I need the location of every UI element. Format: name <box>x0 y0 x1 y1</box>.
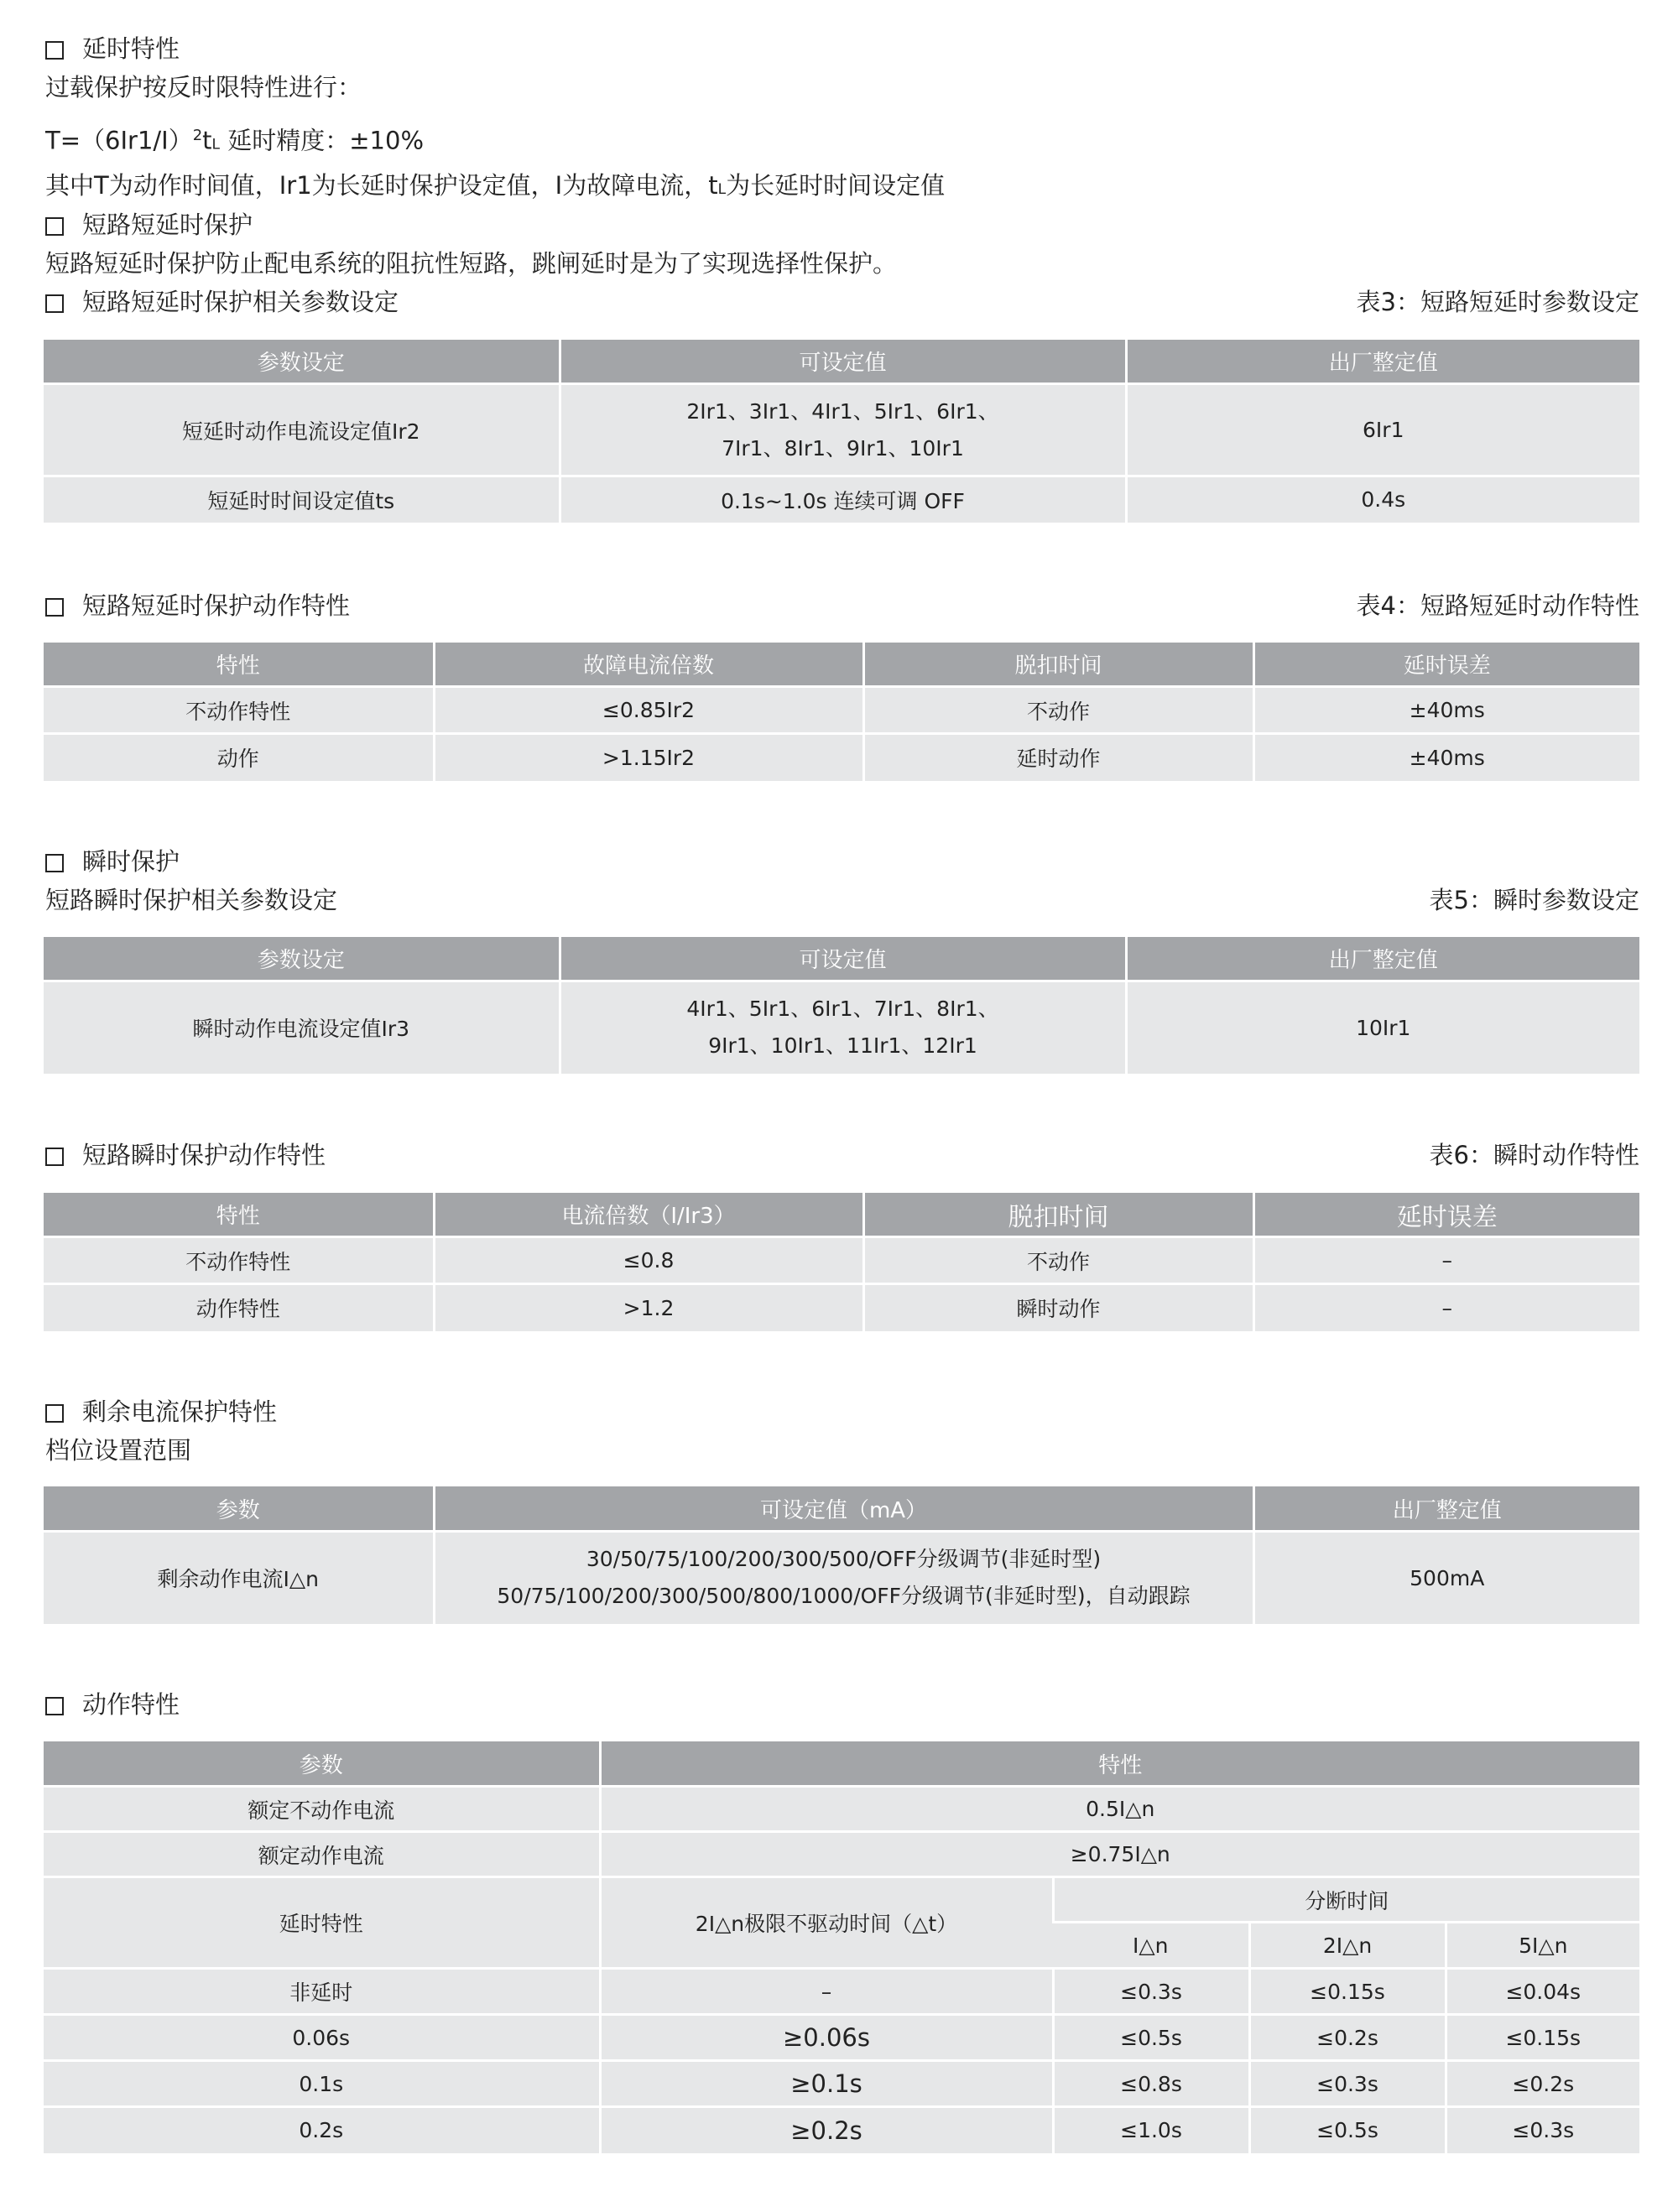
section-table4-heading: 短路短延时保护动作特性 <box>45 589 350 622</box>
table-cell: 4Ir1、5Ir1、6Ir1、7Ir1、8Ir1、 9Ir1、10Ir1、11Ir1、12Ir1 <box>560 981 1126 1074</box>
table-cell: 额定动作电流 <box>44 1832 600 1877</box>
table-header: 可设定值（mA） <box>434 1486 1253 1532</box>
table-header: 特性 <box>44 1192 434 1237</box>
table-row <box>44 687 1639 734</box>
table-header: 参数设定 <box>44 936 560 981</box>
table-cell: 短延时时间设定值ts <box>44 476 560 523</box>
checkbox-icon <box>45 1404 64 1423</box>
table-cell: ≤0.04s <box>1446 1969 1639 2015</box>
table-header-row <box>44 642 1639 687</box>
table-cell: ≤0.2s <box>1249 2015 1446 2061</box>
table-header: 可设定值 <box>560 936 1126 981</box>
delay-note: 其中T为动作时间值，Ir1为长延时保护设定值，I为故障电流，tL为长延时时间设定值 <box>45 171 946 200</box>
table-header-row <box>44 1741 1639 1787</box>
table-cell: 500mA <box>1253 1532 1639 1624</box>
table-row <box>44 1877 1639 1923</box>
table-row <box>44 1969 1639 2015</box>
table-header: 脱扣时间 <box>863 642 1253 687</box>
table-header: 延时误差 <box>1253 1192 1639 1237</box>
table6 <box>44 1190 1639 1331</box>
table-cell: ≥0.06s <box>600 2015 1053 2061</box>
table-header: 故障电流倍数 <box>434 642 863 687</box>
table-header: 参数 <box>44 1486 434 1532</box>
table-row <box>44 2061 1639 2107</box>
table-cell: ≤0.8 <box>434 1237 863 1284</box>
table-row <box>44 1787 1639 1832</box>
checkbox-icon <box>45 1697 64 1715</box>
table-cell: 非延时 <box>44 1969 600 2015</box>
table-cell: 0.1s <box>44 2061 600 2107</box>
table-cell: ≥0.2s <box>600 2107 1053 2153</box>
table-cell: 分断时间 <box>1053 1877 1639 1923</box>
table-header: 参数 <box>44 1741 600 1787</box>
table-row <box>44 2107 1639 2153</box>
table-cell: ≥0.1s <box>600 2061 1053 2107</box>
section-delay-heading: 延时特性 <box>45 32 180 65</box>
table-cell: 10Ir1 <box>1126 981 1639 1074</box>
table-cell: 动作特性 <box>44 1284 434 1331</box>
table-cell: – <box>600 1969 1053 2015</box>
table-cell: 不动作特性 <box>44 1237 434 1284</box>
checkbox-icon <box>45 41 64 60</box>
section-residual-heading: 剩余电流保护特性 <box>45 1395 277 1429</box>
table-cell: 延时动作 <box>863 734 1253 781</box>
table-cell: 0.4s <box>1126 476 1639 523</box>
table-row <box>44 734 1639 781</box>
table3-caption: 表3：短路短延时参数设定 <box>1356 288 1639 316</box>
table-cell: ±40ms <box>1253 734 1639 781</box>
table-cell: 瞬时动作 <box>863 1284 1253 1331</box>
table3 <box>44 337 1639 523</box>
table-cell: 6Ir1 <box>1126 384 1639 476</box>
checkbox-icon <box>45 598 64 617</box>
table-cell: ≤0.5s <box>1053 2015 1249 2061</box>
table5-caption: 表5：瞬时参数设定 <box>1429 886 1639 914</box>
table-cell: ≤0.3s <box>1249 2061 1446 2107</box>
sc-delay-desc: 短路短延时保护防止配电系统的阻抗性短路，跳闸延时是为了实现选择性保护。 <box>45 249 898 278</box>
table-row <box>44 1284 1639 1331</box>
table-cell: >1.2 <box>434 1284 863 1331</box>
table-header-row <box>44 936 1639 981</box>
delay-formula: $T=(6Ir1/I)^2tL$ 延时精度：±10% <box>45 126 425 155</box>
table-cell: 5I△n <box>1446 1923 1639 1969</box>
table-cell: 额定不动作电流 <box>44 1787 600 1832</box>
table-cell: 2I△n <box>1249 1923 1446 1969</box>
table-header-row <box>44 1486 1639 1532</box>
table-cell: 30/50/75/100/200/300/500/OFF分级调节(非延时型) 50/75/100/200/300/500/800/1000/OFF分级调节(非延时型)，自动跟踪 <box>434 1532 1253 1624</box>
table-row <box>44 1832 1639 1877</box>
table-cell: ≤0.15s <box>1249 1969 1446 2015</box>
table-cell: ≥0.75I△n <box>600 1832 1639 1877</box>
delay-desc: 过载保护按反时限特性进行： <box>45 73 362 101</box>
table-cell: – <box>1253 1284 1639 1331</box>
table-cell: 延时特性 <box>44 1877 600 1969</box>
table-row <box>44 981 1639 1074</box>
action-table <box>44 1739 1639 2153</box>
table-cell: 不动作 <box>863 1237 1253 1284</box>
table-row <box>44 2015 1639 2061</box>
table-cell: 0.2s <box>44 2107 600 2153</box>
table-cell: 2Ir1、3Ir1、4Ir1、5Ir1、6Ir1、 7Ir1、8Ir1、9Ir1、10Ir1 <box>560 384 1126 476</box>
table-row <box>44 1532 1639 1624</box>
table-cell: ≤0.3s <box>1446 2107 1639 2153</box>
residual-sub: 档位设置范围 <box>45 1436 192 1465</box>
table-header: 参数设定 <box>44 339 560 384</box>
checkbox-icon <box>45 294 64 313</box>
table-cell: ≤0.3s <box>1053 1969 1249 2015</box>
table-cell: 短延时动作电流设定值Ir2 <box>44 384 560 476</box>
table-header-row <box>44 339 1639 384</box>
table-cell: ≤1.0s <box>1053 2107 1249 2153</box>
table-cell: I△n <box>1053 1923 1249 1969</box>
table-header: 特性 <box>600 1741 1639 1787</box>
table-cell: 不动作 <box>863 687 1253 734</box>
checkbox-icon <box>45 854 64 872</box>
table-header: 特性 <box>44 642 434 687</box>
section-instant-heading: 瞬时保护 <box>45 845 180 878</box>
table-header: 电流倍数（I/Ir3） <box>434 1192 863 1237</box>
table-header: 出厂整定值 <box>1126 936 1639 981</box>
residual-table <box>44 1484 1639 1624</box>
table-cell: ≤0.8s <box>1053 2061 1249 2107</box>
sc-delay-params-heading: 短路短延时保护相关参数设定 <box>45 285 399 319</box>
table-header: 延时误差 <box>1253 642 1639 687</box>
table4 <box>44 640 1639 781</box>
table-cell: ±40ms <box>1253 687 1639 734</box>
table-cell: 动作 <box>44 734 434 781</box>
table-cell: ≤0.2s <box>1446 2061 1639 2107</box>
table4-caption: 表4：短路短延时动作特性 <box>1356 591 1639 620</box>
table-cell: ≤0.15s <box>1446 2015 1639 2061</box>
table-cell: 不动作特性 <box>44 687 434 734</box>
table-header: 可设定值 <box>560 339 1126 384</box>
section-sc-delay-heading: 短路短延时保护 <box>45 208 253 242</box>
table-cell: ≤0.5s <box>1249 2107 1446 2153</box>
table5 <box>44 934 1639 1074</box>
table-cell: – <box>1253 1237 1639 1284</box>
table-cell: 瞬时动作电流设定值Ir3 <box>44 981 560 1074</box>
checkbox-icon <box>45 1148 64 1166</box>
table-cell: 0.5I△n <box>600 1787 1639 1832</box>
table-cell: 0.1s~1.0s 连续可调 OFF <box>560 476 1126 523</box>
table-header: 出厂整定值 <box>1126 339 1639 384</box>
table-header: 脱扣时间 <box>863 1192 1253 1237</box>
table-cell: ≤0.85Ir2 <box>434 687 863 734</box>
section-table6-heading: 短路瞬时保护动作特性 <box>45 1138 326 1172</box>
table-row <box>44 384 1639 476</box>
section-action-heading: 动作特性 <box>45 1688 180 1721</box>
table-header: 出厂整定值 <box>1253 1486 1639 1532</box>
checkbox-icon <box>45 217 64 236</box>
table-row <box>44 476 1639 523</box>
table-cell: 剩余动作电流I△n <box>44 1532 434 1624</box>
table-cell: 2I△n极限不驱动时间（△t） <box>600 1877 1053 1969</box>
table-header-row <box>44 1192 1639 1237</box>
instant-sub: 短路瞬时保护相关参数设定 <box>45 886 338 914</box>
table6-caption: 表6：瞬时动作特性 <box>1429 1141 1639 1169</box>
table-cell: 0.06s <box>44 2015 600 2061</box>
table-row <box>44 1237 1639 1284</box>
table-cell: >1.15Ir2 <box>434 734 863 781</box>
